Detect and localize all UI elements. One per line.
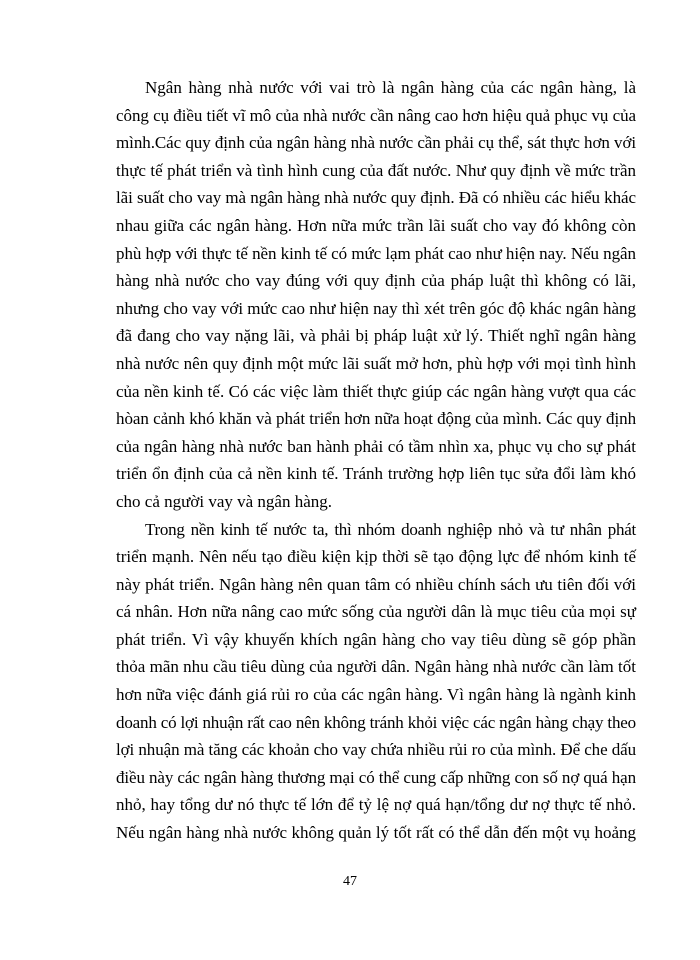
text-line: doanh có lợi nhuận rất cao nên không tránh khỏi việc các ngân hàng chạy theo — [116, 712, 636, 732]
text-line: hơn nữa việc đánh giá rủi ro của các ngân hàng. Vì ngân hàng là ngành kinh — [116, 685, 636, 705]
text-line: của ngân hàng nhà nước ban hành phải có tầm nhìn xa, phục vụ cho sự phát — [116, 436, 636, 456]
text-line: cho cả người vay và ngân hàng. — [116, 491, 332, 511]
paragraph-1 — [116, 74, 636, 516]
text-line: nhà nước nên quy định một mức lãi suất mở hơn, phù hợp với mọi tình hình — [116, 353, 636, 373]
page-number: 47 — [343, 874, 357, 889]
text-line: phù hợp với thực tế nền kinh tế có mức lạm phát cao như hiện nay. Nếu ngân — [116, 243, 636, 263]
text-line: công cụ điều tiết vĩ mô của nhà nước cần nâng cao hơn hiệu quả phục vụ của — [116, 105, 637, 125]
text-line: của nền kinh tế. Có các việc làm thiết thực giúp các ngân hàng vượt qua các — [116, 381, 636, 401]
text-line: hàng nhà nước cho vay đúng với quy định của pháp luật thì không có lãi, — [116, 271, 636, 291]
text-line: nhưng cho vay với mức cao như hiện nay thì xét trên góc độ khác ngân hàng — [116, 298, 636, 318]
text-line: lãi suất cho vay mà ngân hàng nhà nước quy định. Đã có nhiều các hiểu khác — [116, 188, 636, 208]
text-line: Ngân hàng nhà nước với vai trò là ngân hàng của các ngân hàng, là — [145, 78, 636, 97]
text-line: thỏa mãn nhu cầu tiêu dùng của người dân. Ngân hàng nhà nước cần làm tốt — [116, 657, 636, 677]
text-line: phát triển. Vì vậy khuyến khích ngân hàng cho vay tiêu dùng sẽ góp phần — [116, 629, 636, 649]
text-line: Nếu ngân hàng nhà nước không quản lý tốt rất có thể dẫn đến một vụ hoảng — [116, 823, 636, 843]
text-line: này phát triển. Ngân hàng nên quan tâm có nhiều chính sách ưu tiên đối với — [116, 574, 636, 594]
body-text — [116, 74, 636, 847]
text-line: lợi nhuận mà tăng các khoản cho vay chứa nhiều rủi ro của mình. Để che dấu — [116, 740, 637, 760]
text-line: nhỏ, hay tổng dư nó thực tế lớn để tỷ lệ nợ quá hạn/tổng dư nợ thực tế nhỏ. — [116, 795, 636, 815]
text-line: điều này các ngân hàng thương mại có thể cung cấp những con số nợ quá hạn — [116, 767, 636, 787]
paragraph-2 — [116, 516, 636, 847]
text-line: mình.Các quy định của ngân hàng nhà nước cần phải cụ thể, sát thực hơn với — [116, 133, 637, 153]
text-line: Trong nền kinh tế nước ta, thì nhóm doanh nghiệp nhỏ và tư nhân phát — [145, 519, 636, 539]
text-line: triển mạnh. Nên nếu tạo điều kiện kịp thời sẽ tạo động lực để nhóm kinh tế — [116, 547, 636, 567]
text-line: nhau giữa các ngân hàng. Hơn nữa mức trần lãi suất cho vay đó không còn — [116, 215, 636, 235]
text-line: hòan cảnh khó khăn và phát triển hơn nữa hoạt động của mình. Các quy định — [116, 409, 637, 429]
text-line: đã đang cho vay nặng lãi, và phải bị pháp luật xử lý. Thiết nghĩ ngân hàng — [116, 326, 636, 346]
text-line: triển ổn định của cả nền kinh tế. Tránh trường hợp liên tục sửa đổi làm khó — [116, 464, 636, 484]
text-line: cá nhân. Hơn nữa nâng cao mức sống của người dân là mục tiêu của mọi sự — [116, 602, 636, 622]
text-line: thực tế phát triển và tình hình cung của đất nước. Như quy định về mức trần — [116, 160, 636, 180]
